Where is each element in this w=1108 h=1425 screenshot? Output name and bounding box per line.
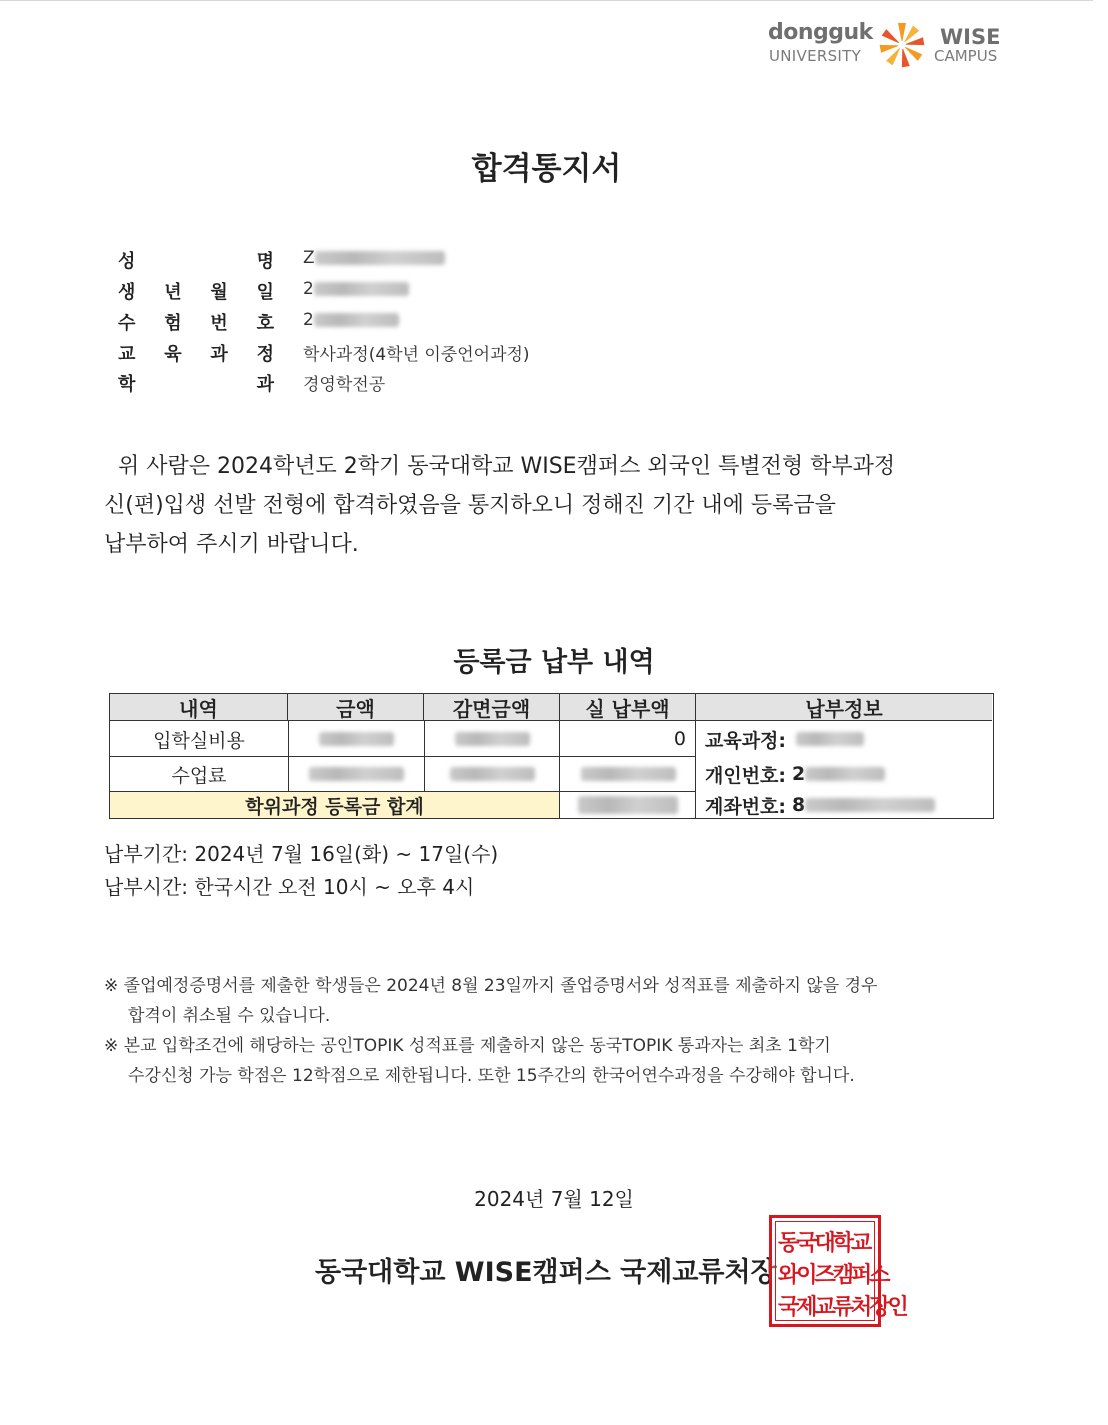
redacted-amount xyxy=(289,757,424,791)
logo-text-wise: WISE xyxy=(940,25,1001,49)
birth-visible: 2 xyxy=(303,279,314,299)
official-seal-stamp xyxy=(769,1215,906,1327)
top-border xyxy=(0,0,1093,1)
label-char: 년 xyxy=(164,282,182,303)
label-char: 월 xyxy=(210,282,228,303)
label-char: 수 xyxy=(118,313,136,334)
value-program: 학사과정(4학년 이중언어과정) xyxy=(303,345,530,365)
payinfo-program xyxy=(696,722,992,756)
value-department: 경영학전공 xyxy=(303,375,386,395)
logo-text-university: UNIVERSITY xyxy=(769,47,862,65)
header-discount: 감면금액 xyxy=(424,694,560,721)
header-payinfo: 납부정보 xyxy=(696,694,992,721)
notice-line: 납부하여 주시기 바랍니다. xyxy=(104,532,359,557)
university-logo xyxy=(768,20,1008,70)
note-topik xyxy=(104,1031,855,1091)
note-line: 수강신청 가능 학점은 12학점으로 제한됩니다. 또한 15주간의 한국어연수과정을 수강해야 합니다. xyxy=(128,1066,855,1086)
payment-period: 납부기간: 2024년 7월 16일(화) ~ 17일(수) xyxy=(104,842,499,866)
redacted-amount xyxy=(289,722,424,756)
value-name xyxy=(303,248,445,268)
label-char: 호 xyxy=(256,313,274,334)
note-line: 합격이 취소될 수 있습니다. xyxy=(128,1006,331,1026)
label-char: 성 xyxy=(118,251,136,272)
label-char: 생 xyxy=(118,282,136,303)
payinfo-account-number xyxy=(696,792,992,818)
redacted-discount xyxy=(425,722,559,756)
name-visible: Z xyxy=(303,248,315,268)
label-char: 교 xyxy=(118,344,136,365)
value-exam-number xyxy=(303,310,399,330)
redacted-name xyxy=(315,251,445,265)
payinfo-personal-number xyxy=(696,757,992,791)
payinfo-label: 계좌번호: xyxy=(705,795,787,818)
header-amount: 금액 xyxy=(288,694,424,721)
note-graduation xyxy=(104,971,877,1031)
fee-section-title: 등록금 납부 내역 xyxy=(453,647,655,678)
notice-body xyxy=(104,447,1014,564)
label-char: 과 xyxy=(210,344,228,365)
redacted-discount xyxy=(425,757,559,791)
label-char: 육 xyxy=(164,344,182,365)
label-char: 번 xyxy=(210,313,228,334)
redacted-total xyxy=(560,792,696,818)
label-char: 일 xyxy=(256,282,274,303)
notice-line: 신(편)입생 선발 전형에 합격하였음을 통지하오니 정해진 기간 내에 등록금을 xyxy=(104,493,836,518)
total-label: 학위과정 등록금 합계 xyxy=(110,792,559,818)
payinfo-visible: 2 xyxy=(792,763,806,785)
issue-date: 2024년 7월 12일 xyxy=(474,1187,634,1211)
label-exam-number xyxy=(118,309,274,335)
label-program xyxy=(118,340,274,366)
payinfo-label: 개인번호: xyxy=(705,764,787,787)
header-actual: 실 납부액 xyxy=(560,694,696,721)
label-char: 험 xyxy=(164,313,182,334)
redacted-value xyxy=(796,732,864,746)
redacted-exam-number xyxy=(314,313,399,327)
redacted-value xyxy=(805,798,935,812)
label-department xyxy=(118,370,274,396)
label-char: 명 xyxy=(256,251,274,272)
page-title: 합격통지서 xyxy=(471,151,622,187)
label-name xyxy=(118,247,274,273)
row-actual-admission: 0 xyxy=(673,728,686,750)
note-line: ※ 졸업예정증명서를 제출한 학생들은 2024년 8월 23일까지 졸업증명서와 성적표를 제출하지 않을 경우 xyxy=(104,976,878,996)
redacted-value xyxy=(805,767,885,781)
exam-visible: 2 xyxy=(303,310,314,330)
label-char: 학 xyxy=(118,374,136,395)
notice-line: 위 사람은 2024학년도 2학기 동국대학교 WISE캠퍼스 외국인 특별전형 학부과정 xyxy=(104,454,896,479)
logo-sunburst-icon xyxy=(876,20,928,70)
payinfo-visible: 8 xyxy=(792,794,806,816)
issuer-signature: 동국대학교 WISE캠퍼스 국제교류처장 xyxy=(315,1257,777,1288)
label-char: 과 xyxy=(256,374,274,395)
redacted-actual xyxy=(560,757,696,791)
payinfo-label: 교육과정: xyxy=(705,729,787,752)
label-char: 정 xyxy=(256,344,274,365)
note-line: ※ 본교 입학조건에 해당하는 공인TOPIK 성적표를 제출하지 않은 동국TOPIK 통과자는 최초 1학기 xyxy=(104,1036,831,1056)
fee-table xyxy=(109,693,994,819)
row-item-tuition: 수업료 xyxy=(171,764,227,787)
payment-time: 납부시간: 한국시간 오전 10시 ~ 오후 4시 xyxy=(104,875,475,899)
value-birthdate xyxy=(303,279,409,299)
header-item: 내역 xyxy=(110,694,288,721)
row-item-admission: 입학실비용 xyxy=(153,729,245,752)
seal-row: 동국대학교 xyxy=(778,1230,870,1256)
seal-row: 국제교류처장인 xyxy=(778,1294,906,1320)
logo-text-dongguk: dongguk xyxy=(768,20,873,45)
logo-text-campus: CAMPUS xyxy=(934,47,998,65)
label-birthdate xyxy=(118,278,274,304)
redacted-birthdate xyxy=(314,282,409,296)
seal-row: 와이즈캠퍼스 xyxy=(778,1262,888,1288)
